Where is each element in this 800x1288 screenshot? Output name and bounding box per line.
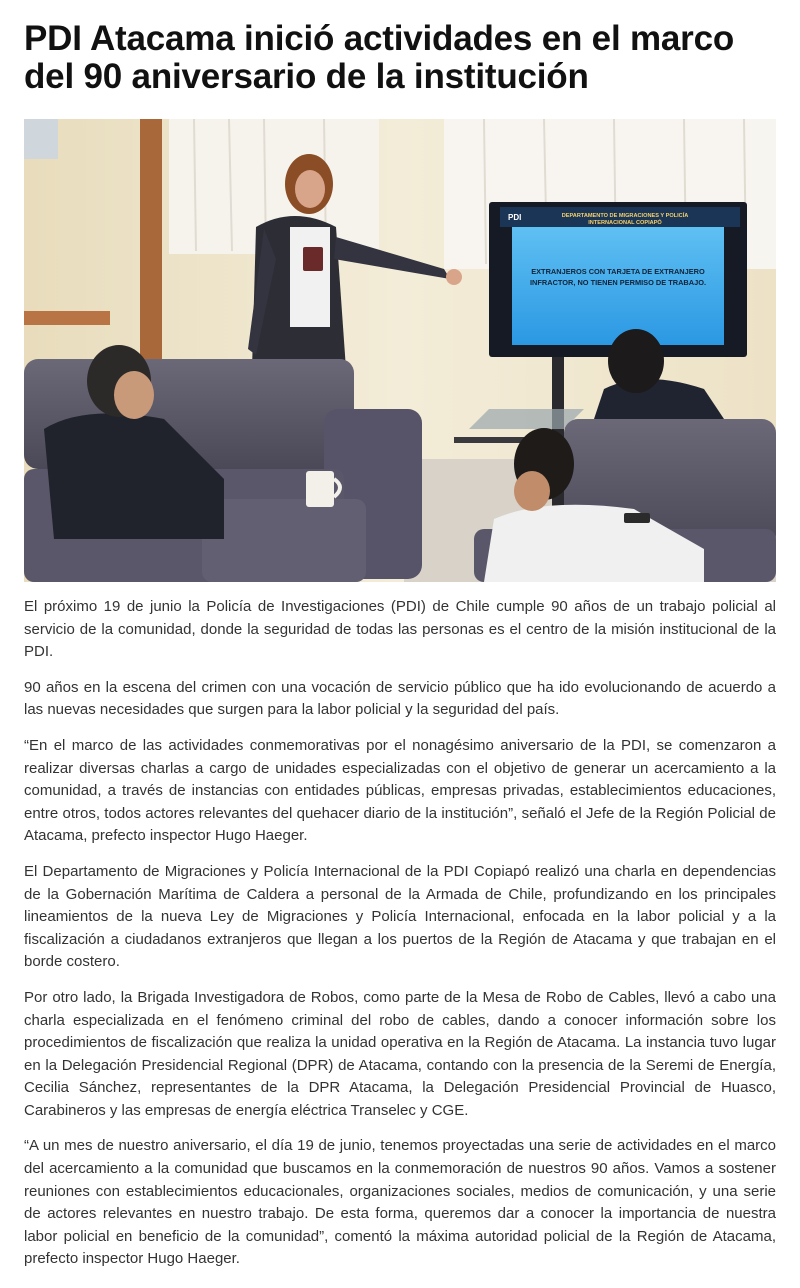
screen-header-line2: INTERNACIONAL COPIAPÓ — [588, 220, 662, 226]
paragraph-1: El próximo 19 de junio la Policía de Investigaciones (PDI) de Chile cumple 90 años de un trabajo policial al servicio de la comunidad, donde la seguridad de todas las personas es el centro de la misión institucional de la PDI. — [24, 598, 776, 661]
article-photo — [24, 119, 776, 582]
screen-text-line2: INFRACTOR, NO TIENEN PERMISO DE TRABAJO. — [529, 278, 707, 287]
photo-illustration — [24, 119, 776, 582]
screen-text-line1: EXTRANJEROS CON TARJETA DE EXTRANJERO — [531, 267, 705, 276]
screen-header-line1: DEPARTAMENTO DE MIGRACIONES Y POLICÍA — [561, 213, 689, 219]
paragraph-5: Por otro lado, la Brigada Investigadora de Robos, como parte de la Mesa de Robo de Cables, llevó a cabo una charla especializada en el fenómeno criminal del robo de cables, dando a conocer información sobre los procedimientos de fiscalización que realiza la unidad operativa en la Región de Atacama. La instancia tuvo lugar en la Delegación Presidencial Regional (DPR) de Atacama, contando con la presencia de la Seremi de Energía, Cecilia Sánchez, representantes de la DPR Atacama, la Delegación Presidencial Provincial de Huasco, Carabineros y las empresas de energía eléctrica Transelec y CGE. — [24, 988, 776, 1119]
paragraph-2: 90 años en la escena del crimen con una vocación de servicio público que ha ido evolucionando de acuerdo a las nuevas necesidades que surgen para la labor policial y la seguridad del país. — [24, 678, 776, 719]
door-frame — [140, 119, 162, 369]
paragraph-6: “A un mes de nuestro aniversario, el día 19 de junio, tenemos proyectadas una serie de actividades en el marco del acercamiento a la comunidad que buscamos en la conmemoración de nuestros 90 años. Vamos a sostener reuniones con establecimientos educacionales, organizaciones sociales, medios de comunicación, y una serie de actores relevantes en nuestro trabajo. De esta forma, queremos dar a conocer la importancia de nuestra labor policial en beneficio de la comunidad”, comentó la máxima autoridad policial de la Región de Atacama, prefecto inspector Hugo Haeger. — [24, 1137, 776, 1268]
paragraph-4: El Departamento de Migraciones y Policía Internacional de la PDI Copiapó realizó una charla en dependencias de la Gobernación Marítima de Caldera a personal de la Armada de Chile, profundizando en los principales lineamientos de la nueva Ley de Migraciones y Policía Internacional, enfocada en la labor policial y a la fiscalización a ciudadanos extranjeros que llegan a los puertos de la Región de Atacama y que trabajan en el borde costero. — [24, 862, 776, 971]
article-title: PDI Atacama inició actividades en el marco del 90 aniversario de la institución — [24, 19, 735, 96]
wall-rail — [24, 311, 110, 325]
screen-logo: PDI — [508, 213, 522, 222]
paragraph-3: “En el marco de las actividades conmemorativas por el nonagésimo aniversario de la PDI, se comenzaron a realizar diversas charlas a cargo de unidades especializadas con el objetivo de generar un acercamiento a la comunidad, a través de instancias con entidades públicas, empresas privadas, establecimientos educaciones, entre otros, todos actores relevantes del quehacer diario de la institución”, señaló el Jefe de la Región Policial de Atacama, prefecto inspector Hugo Haeger. — [24, 736, 776, 845]
article-body — [24, 596, 776, 1284]
window-left — [24, 119, 58, 159]
